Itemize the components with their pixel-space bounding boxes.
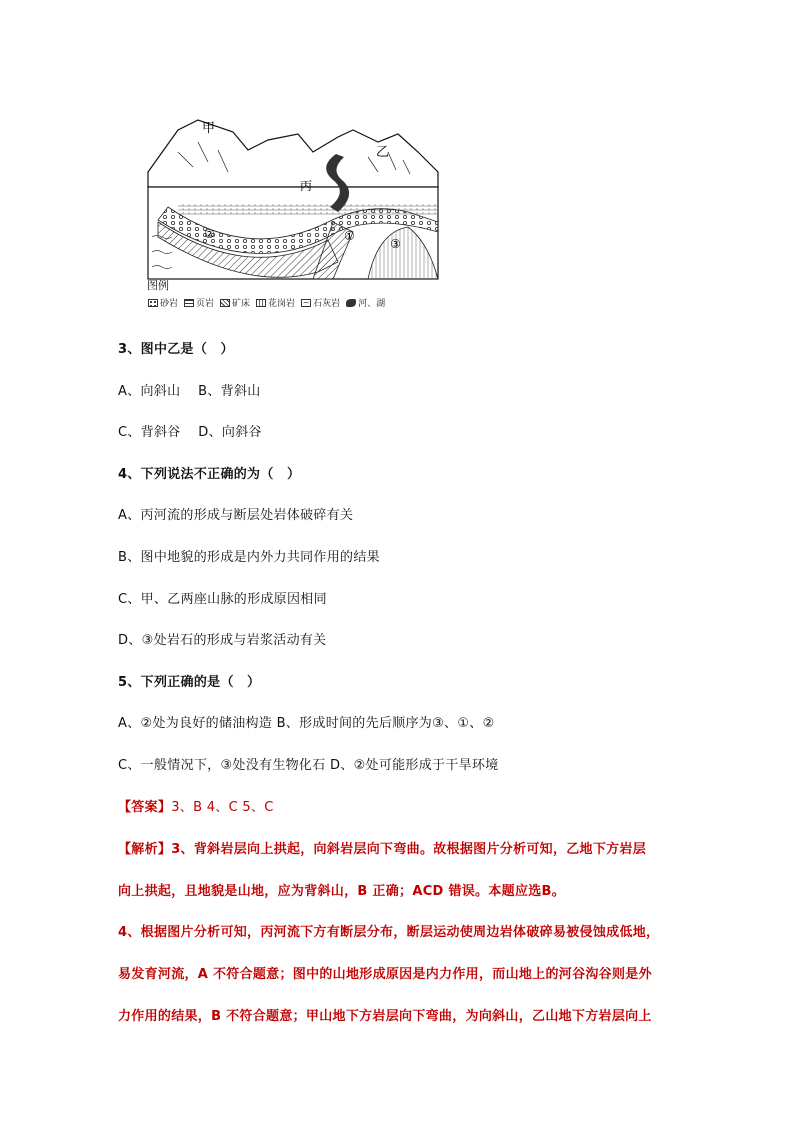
q3-options-ab: A、向斜山 B、背斜山 — [118, 384, 261, 399]
q4-option-d: D、③处岩石的形成与岩浆活动有关 — [118, 633, 327, 648]
geology-block-diagram — [138, 112, 454, 318]
ore-swatch-icon — [220, 299, 230, 307]
river-swatch-icon — [346, 299, 356, 307]
legend-label: 页岩 — [196, 299, 215, 309]
q5-options-ab: A、②处为良好的储油构造 B、形成时间的先后顺序为③、①、② — [118, 716, 495, 731]
answer-text: 3、B 4、C 5、C — [171, 800, 274, 815]
limestone-swatch-icon: ~ — [302, 297, 310, 307]
analysis-line-2: 向上拱起，且地貌是山地，应为背斜山，B 正确；ACD 错误。本题应选B。 — [118, 884, 566, 899]
q4-option-c: C、甲、乙两座山脉的形成原因相同 — [118, 592, 327, 607]
legend-granite — [256, 296, 295, 309]
granite-swatch-icon — [256, 299, 266, 307]
q4-option-a: A、丙河流的形成与断层处岩体破碎有关 — [118, 508, 354, 523]
legend-sandstone — [148, 296, 178, 309]
legend-label: 花岗岩 — [268, 299, 296, 309]
analysis-line-4: 易发育河流，A 不符合题意；图中的山地形成原因是内力作用，而山地上的河谷沟谷则是外 — [118, 967, 652, 982]
analysis-line-3: 4、根据图片分析可知，丙河流下方有断层分布，断层运动使周边岩体破碎易被侵蚀成低地， — [118, 925, 660, 940]
analysis-tag: 【解析】 — [118, 842, 172, 857]
analysis-text-1: 3、背斜岩层向上拱起，向斜岩层向下弯曲。故根据图片分析可知，乙地下方岩层 — [171, 842, 647, 857]
analysis-line-1 — [118, 838, 646, 857]
legend-limestone — [301, 296, 340, 309]
figure-legend — [148, 296, 385, 309]
analysis-line-5: 力作用的结果，B 不符合题意；甲山地下方岩层向下弯曲，为向斜山，乙山地下方岩层向上 — [118, 1009, 652, 1024]
q3-stem: 3、图中乙是（ ） — [118, 342, 234, 357]
label-c3: ③ — [390, 237, 401, 251]
sandstone-swatch-icon — [148, 299, 158, 307]
legend-label: 砂岩 — [160, 299, 179, 309]
q4-stem: 4、下列说法不正确的为（ ） — [118, 467, 301, 482]
answer-tag: 【答案】 — [118, 800, 172, 815]
label-bing: 丙 — [300, 179, 313, 193]
legend-label: 石灰岩 — [313, 299, 341, 309]
answer-line — [118, 796, 274, 815]
legend-shale — [184, 296, 214, 309]
legend-river-lake — [346, 296, 385, 309]
label-c2: ② — [204, 227, 215, 241]
q5-options-cd: C、一般情况下，③处没有生物化石 D、②处可能形成于干旱环境 — [118, 758, 499, 773]
shale-swatch-icon — [184, 299, 194, 307]
label-yi: 乙 — [376, 145, 390, 160]
legend-title: 图例 — [147, 279, 169, 292]
q4-option-b: B、图中地貌的形成是内外力共同作用的结果 — [118, 550, 380, 565]
label-jia: 甲 — [202, 121, 216, 136]
legend-label: 矿床 — [232, 299, 251, 309]
label-c1: ① — [344, 229, 355, 243]
legend-ore — [220, 296, 250, 309]
legend-label: 河、湖 — [358, 299, 386, 309]
q5-stem: 5、下列正确的是（ ） — [118, 675, 261, 690]
q3-options-cd: C、背斜谷 D、向斜谷 — [118, 425, 262, 440]
